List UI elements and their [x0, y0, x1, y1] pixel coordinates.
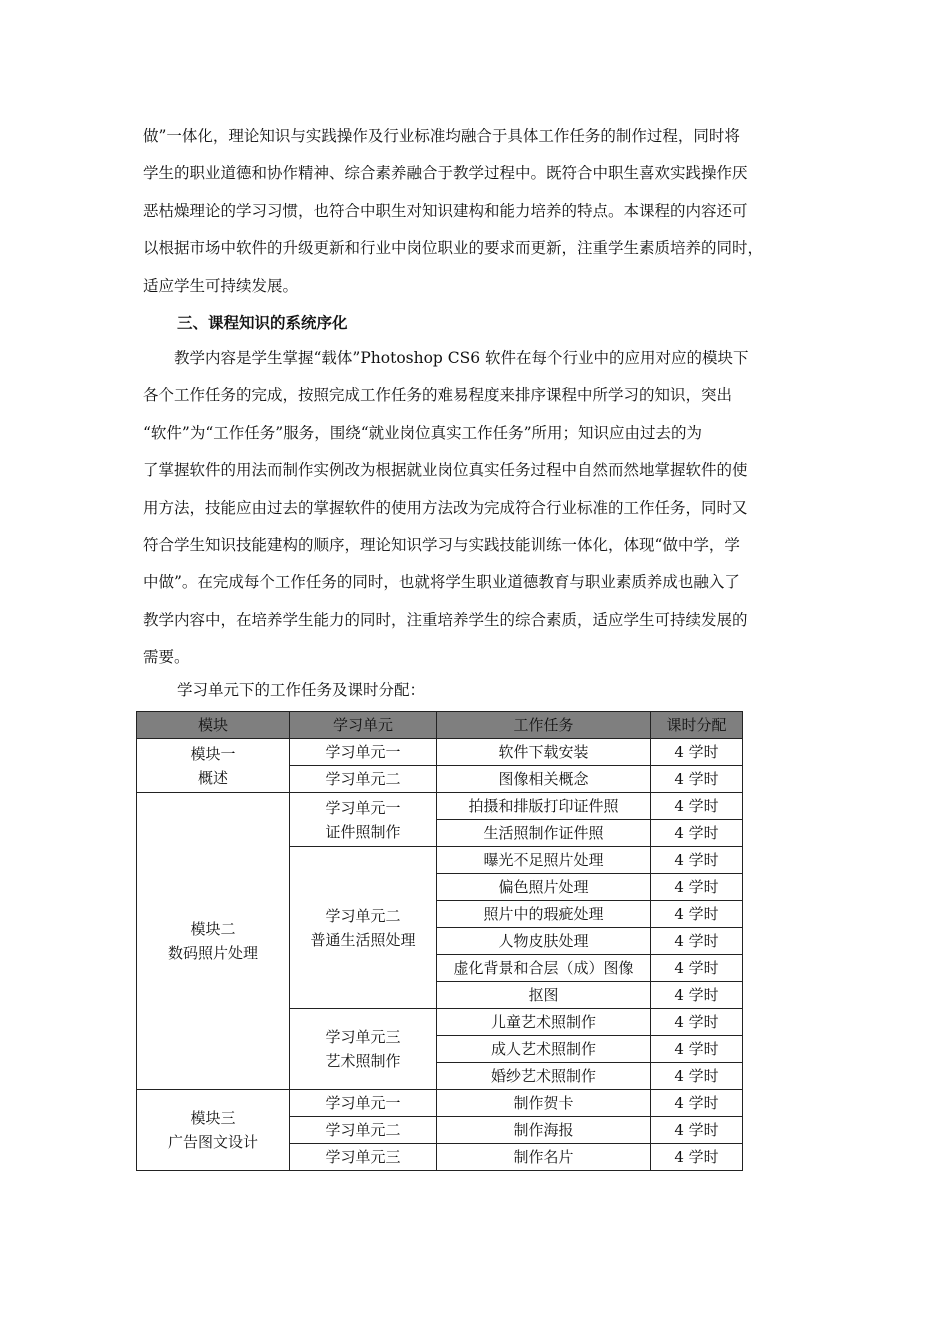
task-cell: 制作名片 [437, 1144, 651, 1171]
unit-cell: 学习单元二 [290, 1117, 437, 1144]
unit-cell [290, 793, 437, 847]
text-line: 用方法，技能应由过去的掌握软件的使用方法改为完成符合行业标准的工作任务，同时又 [143, 498, 748, 517]
text-line: 了掌握软件的用法而制作实例改为根据就业岗位真实任务过程中自然而然地掌握软件的使 [143, 461, 748, 480]
unit-cell: 学习单元一 [290, 1090, 437, 1117]
header-hours: 课时分配 [651, 712, 743, 739]
unit-name: 学习单元二 [325, 906, 401, 925]
hours-cell: 4 学时 [651, 955, 743, 982]
task-cell: 婚纱艺术照制作 [437, 1063, 651, 1090]
unit-cell [290, 847, 437, 1009]
task-cell: 抠图 [437, 982, 651, 1009]
task-cell: 软件下载安装 [437, 739, 651, 766]
task-cell: 儿童艺术照制作 [437, 1009, 651, 1036]
module-cell [137, 793, 290, 1090]
module-title: 数码照片处理 [167, 944, 258, 962]
task-cell: 人物皮肤处理 [437, 928, 651, 955]
hours-cell: 4 学时 [651, 1009, 743, 1036]
hours-cell: 4 学时 [651, 820, 743, 847]
hours-cell: 4 学时 [651, 793, 743, 820]
task-cell: 照片中的瑕疵处理 [437, 901, 651, 928]
unit-title: 艺术照制作 [325, 1052, 401, 1070]
hours-cell: 4 学时 [651, 901, 743, 928]
header-unit: 学习单元 [290, 712, 437, 739]
table-header-row [137, 712, 743, 739]
hours-cell: 4 学时 [651, 847, 743, 874]
text-line: 需要。 [143, 648, 190, 667]
module-name: 模块二 [190, 920, 236, 938]
hours-cell: 4 学时 [651, 766, 743, 793]
table-caption: 学习单元下的工作任务及课时分配： [177, 681, 426, 699]
header-module: 模块 [137, 712, 290, 739]
module-cell [137, 739, 290, 793]
unit-cell: 学习单元三 [290, 1144, 437, 1171]
text-line: 以根据市场中软件的升级更新和行业中岗位职业的要求而更新，注重学生素质培养的同时， [143, 239, 764, 258]
table-row [137, 739, 743, 766]
task-cell: 成人艺术照制作 [437, 1036, 651, 1063]
hours-cell: 4 学时 [651, 928, 743, 955]
text-line: 做”一体化，理论知识与实践操作及行业标准均融合于具体工作任务的制作过程，同时将 [143, 127, 740, 145]
task-cell: 拍摄和排版打印证件照 [437, 793, 651, 820]
unit-name: 学习单元一 [325, 798, 401, 817]
section-heading: 三、课程知识的系统序化 [177, 314, 348, 332]
paragraph-2 [143, 340, 803, 677]
unit-cell: 学习单元一 [290, 739, 437, 766]
text-line: 学生的职业道德和协作精神、综合素养融合于教学过程中。既符合中职生喜欢实践操作厌 [143, 164, 748, 183]
unit-cell [290, 1009, 437, 1090]
hours-cell: 4 学时 [651, 1063, 743, 1090]
task-cell: 曝光不足照片处理 [437, 847, 651, 874]
unit-name: 学习单元三 [325, 1028, 401, 1046]
hours-cell: 4 学时 [651, 1117, 743, 1144]
text-line: 各个工作任务的完成，按照完成工作任务的难易程度来排序课程中所学习的知识，突出 [143, 386, 733, 405]
task-cell: 偏色照片处理 [437, 874, 651, 901]
text-line: 教学内容是学生掌握“载体”Photoshop CS6 软件在每个行业中的应用对应的模块下 [143, 349, 749, 367]
task-cell: 虚化背景和合层（成）图像 [437, 955, 651, 982]
module-name: 模块三 [190, 1109, 236, 1127]
task-cell: 图像相关概念 [437, 766, 651, 793]
text-line: “软件”为“工作任务”服务，围绕“就业岗位真实工作任务”所用；知识应由过去的为 [143, 423, 703, 442]
hours-cell: 4 学时 [651, 982, 743, 1009]
task-cell: 生活照制作证件照 [437, 820, 651, 847]
text-line: 教学内容中，在培养学生能力的同时，注重培养学生的综合素质，适应学生可持续发展的 [143, 610, 748, 629]
hours-cell: 4 学时 [651, 1144, 743, 1171]
unit-title: 证件照制作 [325, 822, 401, 841]
module-name: 模块一 [190, 744, 236, 763]
hours-cell: 4 学时 [651, 1090, 743, 1117]
module-cell [137, 1090, 290, 1171]
task-cell: 制作海报 [437, 1117, 651, 1144]
unit-title: 普通生活照处理 [310, 930, 416, 949]
table-row [137, 793, 743, 820]
hours-cell: 4 学时 [651, 1036, 743, 1063]
hours-cell: 4 学时 [651, 739, 743, 766]
text-line: 适应学生可持续发展。 [143, 276, 299, 295]
text-line: 中做”。在完成每个工作任务的同时，也就将学生职业道德教育与职业素质养成也融入了 [143, 573, 740, 592]
unit-cell: 学习单元二 [290, 766, 437, 793]
paragraph-1 [143, 118, 803, 305]
module-title: 广告图文设计 [167, 1133, 258, 1151]
text-line: 恶枯燥理论的学习习惯，也符合中职生对知识建构和能力培养的特点。本课程的内容还可 [143, 201, 748, 220]
header-task: 工作任务 [437, 712, 651, 739]
course-hours-table [136, 711, 743, 1171]
module-title: 概述 [197, 768, 228, 787]
task-cell: 制作贺卡 [437, 1090, 651, 1117]
table-row [137, 1090, 743, 1117]
hours-cell: 4 学时 [651, 874, 743, 901]
text-line: 符合学生知识技能建构的顺序，理论知识学习与实践技能训练一体化，体现“做中学，学 [143, 536, 740, 555]
